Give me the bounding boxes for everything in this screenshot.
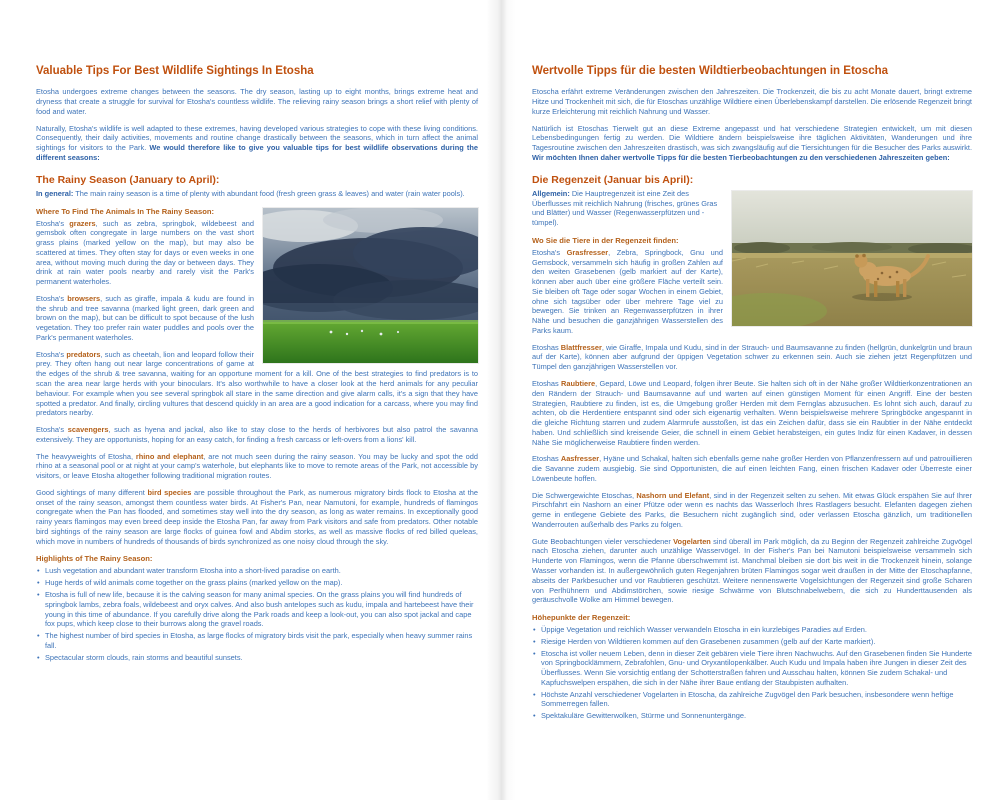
keyword-blattfresser: Blattfresser (560, 342, 602, 352)
highlights-list (532, 625, 972, 721)
paragraph-rest: , are not much seen during the rainy season. You may be lucky and spot the odd rhino at a seasonal pool or at night at your camp's waterhole, but elephants like to move to remote areas of the Park, not accessible by visitors, or leave Etosha altogether following traditional migration routes. (36, 451, 478, 481)
paragraph-prefix: Etoshas (532, 342, 561, 352)
keyword-aasfresser: Aasfresser (560, 454, 600, 464)
paragraph-heavyweights (36, 452, 478, 481)
paragraph-blattfresser (532, 343, 972, 372)
keyword-browsers: browsers (67, 293, 101, 303)
paragraph-prefix: Etosha's (532, 247, 567, 257)
page-title: Wertvolle Tipps für die besten Wildtierbeobachtungen in Etoscha (532, 65, 889, 77)
paragraph-rest: are possible throughout the Park, as numerous migratory birds flock to Etosha at the onset of the rainy season, amongst them countless water birds. At Fisher's Pan, near Namutoni, for example, hundreds of flamingos congregate when the Pan has flooded, and sometimes stay well into the dry season, as long as water remains. In exceptionally good rainy years flamingos may even breed deep inside the Etosha Pan, far away from Park visitors and safe from predators. Other notable bird sightings of the rainy season are large flocks of guinea fowl and Abdim storks, as well as massive flocks of red billed queleas, which move in numbers of hundreds of thousands of birds synchronized as one noisy cloud through the sky. (36, 487, 478, 546)
keyword-raubtiere: Raubtiere (561, 378, 596, 388)
highlights-list (36, 566, 478, 662)
storm-clouds-photo (263, 208, 478, 363)
intro-bold-text: Wir möchten Ihnen daher wertvolle Tipps für die besten Tierbeobachtungen zu den verschiedenen Jahreszeiten geben: (532, 152, 950, 162)
keyword-rhino-elephant: rhino and elephant (135, 451, 204, 461)
list-item: • Spectacular storm clouds, rain storms and beautiful sunsets. (36, 653, 478, 663)
paragraph-vogelarten (532, 537, 972, 605)
in-general-paragraph (36, 189, 478, 199)
paragraph-rest: , such as zebra, springbok, wildebeest and gemsbok often congregate in large numbers on the vast short grass plains (marked yellow on the map), but may also be scattered at times. They often stay for days or even weeks in one area, without moving much during the day or between days. They drink at rain water pools nearby and rarely visit the Park's permanent waterholes. (36, 218, 254, 287)
paragraph-scavengers (36, 425, 478, 445)
cheetah-photo (732, 191, 972, 326)
list-item: • Riesige Herden von Wildtieren kommen auf den Grasebenen zusammen (gelb auf der Karte markiert). (532, 637, 972, 647)
page-right-german (500, 0, 1000, 800)
list-item: • Spektakuläre Gewitterwolken, Stürme und Sonnenuntergänge. (532, 711, 972, 721)
in-general-label: In general: (36, 188, 74, 198)
list-item: • Huge herds of wild animals come together on the grass plains (marked yellow on the map). (36, 578, 478, 588)
paragraph-rest: , Zebra, Springbock, Gnu und Gemsbock, versammeln sich häufig in großen Zahlen auf den weiten Grasebenen (gelb markiert auf der Karte), können aber auch über eine größere Fläche verteilt sein. Sie bleiben oft Tage oder sogar Wochen in einem Gebiet, ohne sich tagsüber oder über mehrere Tage viel zu bewegen. Sie trinken an Regenwasserpfützen in ihrer Nähe und besuchen die ganzjährigen Wasserstellen des Parks kaum. (532, 247, 723, 335)
section-heading-rainy-season: The Rainy Season (January to April): (36, 173, 220, 186)
allgemein-text: Die Hauptregenzeit ist eine Zeit des Überflusses mit reichlich Nahrung (frisches, grünes Gras und Blätter) und Wasser (Regenwasserpfützen und -tümpel). (532, 188, 718, 228)
intro-paragraph-2 (36, 124, 478, 163)
paragraph-prefix: Etosha's (36, 218, 70, 228)
intro-paragraph-2 (532, 124, 972, 163)
paragraph-raubtiere (532, 379, 972, 447)
paragraph-rest: , sind in der Regenzeit selten zu sehen. Mit etwas Glück erspähen Sie auf Ihrer Pirschfahrt ein Nashorn an einer Pfütze oder wenn es nachts das Wasserloch Ihres Rastlagers besucht. Elefanten dagegen ziehen gerne in entlegene Gebiete des Parks, die Besuchern nicht zugänglich sind, oder verlassen Etoscha gänzlich, um traditionellen Wanderrouten außerhalb des Parks zu folgen. (532, 490, 972, 529)
list-item: • The highest number of bird species in Etosha, as large flocks of migratory birds visit the park, especially when heavy summer rains fall. (36, 631, 478, 651)
paragraph-rest: , Hyäne und Schakal, halten sich ebenfalls gerne nahe großer Herden von Pflanzenfressern auf und patrouillieren die Savanne zudem ausgiebig. Sie sind Opportunisten, die auf einen leichten Fang, einen frischen Kadaver oder Überreste einer Löwenbeute hoffen. (532, 454, 972, 483)
paragraph-prefix: Etosha's (36, 425, 68, 435)
paragraph-birds (36, 488, 478, 547)
page-title: Valuable Tips For Best Wildlife Sightings In Etosha (36, 65, 314, 77)
intro-bold-text: We would therefore like to give you valuable tips for best wildlife observations during the different seasons: (36, 143, 479, 162)
in-general-text: The main rainy season is a time of plenty with abundant food (fresh green grass & leaves) and water (rain water pools). (73, 188, 465, 198)
keyword-nashorn-elefant: Nashorn und Elefant (636, 490, 710, 500)
subheading-wo-sie-die-tiere: Wo Sie die Tiere in der Regenzeit finden: (532, 235, 679, 245)
paragraph-aasfresser (532, 454, 972, 483)
paragraph-rest: , such as giraffe, impala & kudu are found in the shrub and tree savanna (marked light green, dark green and brown on the map), but can be difficult to spot because of the lush vegetation. They too prefer rain water puddles and pools over the Park's permanent waterholes. (36, 293, 254, 342)
subheading-where-to-find: Where To Find The Animals In The Rainy Season: (36, 206, 215, 216)
list-item: • Höchste Anzahl verschiedener Vogelarten in Etoscha, da zahlreiche Zugvögel den Park besuchen, insbesondere wenn heftige Sommerregen fallen. (532, 690, 972, 710)
allgemein-label: Allgemein: (532, 188, 570, 198)
paragraph-rest: sind überall im Park möglich, da zu Beginn der Regenzeit zahlreiche Zugvögel nach Etoscha ziehen, darunter auch unzählige Wasservögel. In der Fisher's Pan bei Namutoni beispielsweise versammeln sich Hunderte von Flamingos, wenn die Pfanne überschwemmt ist. Manchmal bleiben sie dort bis weit in die Trockenzeit hinein, solange Wasser vorhanden ist. In außergewöhnlich guten Regenjahren brüten Flamingos sogar weit draußen in der Mitte der Etoschapfanne, abseits der Parkbesucher und vor Raubtieren geschützt. Weitere nennenswerte Vogelsichtungen der Regenzeit sind große Scharen von Perlhühnern und Abdimstörchen, sowie riesige Schwärme von Blutschnabelwebern, die sich zu Hunderttausenden als geräuschvolle Wolke am Himmel bewegen. (532, 536, 972, 605)
paragraph-prefix: Good sightings of many different (36, 487, 148, 497)
keyword-vogelarten: Vogelarten (673, 536, 711, 546)
paragraph-prefix: Etosha's (36, 349, 67, 359)
paragraph-prefix: Etoshas (532, 378, 562, 388)
keyword-grazers: grazers (69, 218, 96, 228)
list-item: • Üppige Vegetation und reichlich Wasser verwandeln Etoscha in ein kurzlebiges Paradies auf Erden. (532, 625, 972, 635)
subheading-highlights: Highlights of The Rainy Season: (36, 554, 153, 564)
list-item: • Etosha is full of new life, because it is the calving season for many animal species. On the grass plains you will find hundreds of springbok lambs, zebra foals, wildebeest and oryx calves. And also bush antelopes such as kudu, impala and hartebeest have their young in this time of abundance. If you carefully drive along the Park roads and keep a look-out, you can also spot jackal and cape fox pups, which keep close to their burrows along the gravel roads. (36, 590, 478, 629)
paragraph-rest: , Gepard, Löwe und Leopard, folgen ihrer Beute. Sie halten sich oft in der Nähe großer Wildtierkonzentrationen an den Rändern der Strauch- und Baumsavanne auf und warten auf einen günstigen Moment für einen Angriff. Eine der besten Strategien, Raubtiere zu finden, ist es, die Umgebung großer Herden mit dem Fernglas abzusuchen. Es lohnt sich auch, darauf zu achten, ob die Herdentiere entspannt sind oder sich eigenartig verhalten. Wenn beispielsweise mehrere Springböcke angespannt in die gleiche Richtung starren und zudem Alarmrufe ausstoßen, ist das ein Zeichen dafür, dass sie ein Raubtier in der Nähe entdeckt haben. Und schließlich sind kreisende Geier, die schnell in einem Gebiet herabsteigen, ein gutes Indiz für einen Kadaver, in dessen Nähe Sie möglicherweise Raubtiere finden werden. (532, 378, 972, 447)
list-item: • Etoscha ist voller neuem Leben, denn in dieser Zeit gebären viele Tiere ihren Nachwuchs. Auf den Grasebenen finden Sie Hunderte von Springbocklämmern, Zebrafohlen, Gnu- und Oryxantilopenkälber. Auch Kudu und Impala haben ihre Jungen in dieser Zeit des Überflusses. Wenn Sie vorsichtig entlang der Schotterstraßen fahren und Ausschau halten, können Sie zudem Schakal- und Kapfuchswelpen erspähen, die sich in der Nähe ihrer Baue entlang der Staubpisten aufhalten. (532, 649, 972, 688)
keyword-scavengers: scavengers (67, 425, 109, 435)
paragraph-prefix: Die Schwergewichte Etoschas, (532, 490, 637, 500)
paragraph-prefix: The heavyweights of Etosha, (36, 451, 136, 461)
paragraph-schwergewichte (532, 491, 972, 530)
keyword-grasfresser: Grasfresser (566, 247, 609, 257)
list-item: • Lush vegetation and abundant water transform Etosha into a short-lived paradise on earth. (36, 566, 478, 576)
keyword-predators: predators (66, 349, 101, 359)
keyword-bird-species: bird species (147, 487, 192, 497)
intro-paragraph-1: Etoscha erfährt extreme Veränderungen zwischen den Jahreszeiten. Die Trockenzeit, die bis zu acht Monate dauert, bringt extreme Hitze und Trockenheit mit sich, die für Etoschas unzählige Wildtiere einen Überlebenskampf darstellen. Die erlösende Regenzeit bringt kurze Erleichterung mit reichlich Nahrung und Wasser. (532, 87, 972, 116)
intro-paragraph-1: Etosha undergoes extreme changes between the seasons. The dry season, lasting up to eight months, brings extreme heat and dryness that create a struggle for survival for Etosha's countless wildlife. The relieving rainy season brings a short relief with plenty of food and water. (36, 87, 478, 116)
intro-text: Naturally, Etosha's wildlife is well adapted to these extremes, having developed various strategies to cope with these living conditions. Consequently, their daily activities, movements and routine change drastically between the seasons, which in turn affect the animal sightings for visitors to the Park. (36, 123, 478, 153)
paragraph-prefix: Etoshas (532, 454, 561, 464)
subheading-hoehepunkte: Höhepunkte der Regenzeit: (532, 613, 631, 623)
paragraph-rest: , such as cheetah, lion and leopard follow their prey. They often hang out near large concentrations of game at the edges of the shrub & tree savanna, waiting for an opportune moment for a kill. One of the best strategies to find predators is to scan the area near large herds with your binoculars. It's also worthwhile to have a closer look at the herd animals for any peculiar behaviour. For example when you see several springbok all stare in the same direction and give alarm calls, it's a sign that they have spotted a predator. And finally, circling vultures that descend quickly in an area are a good indication for a carcass, where you may find predators nearby. (36, 349, 478, 418)
paragraph-prefix: Gute Beobachtungen vieler verschiedener (532, 536, 674, 546)
paragraph-rest: , wie Giraffe, Impala und Kudu, sind in der Strauch- und Baumsavanne zu finden (hellgrün, dunkelgrün und braun auf der Karte), können aber aufgrund der üppigen Vegetation schwer zu erkennen sein. Auch sie ziehen jetzt Regenpfützen und Tümpel den ganzjährigen Wasserstellen vor. (532, 342, 972, 372)
paragraph-rest: , such as hyena and jackal, also like to stay close to the herds of herbivores but also patrol the savanna extensively. They are opportunists, hoping for an easy catch, for finding a fresh carcass or left-overs from a lions' kill. (36, 425, 479, 444)
intro-text: Natürlich ist Etoschas Tierwelt gut an diese Extreme angepasst und hat verschiedene Strategien entwickelt, um mit diesen Lebensbedingungen fertig zu werden. Die Wildtiere ändern beispielsweise ihre täglichen Aktivitäten, Wanderungen und ihre Tagesroutine zwischen den Jahreszeiten drastisch, was sich zwangsläufig auf die Tiersichtungen für die Besucher des Parks auswirkt. (532, 123, 972, 153)
section-heading-regenzeit: Die Regenzeit (Januar bis April): (532, 173, 694, 186)
paragraph-prefix: Etosha's (36, 293, 68, 303)
